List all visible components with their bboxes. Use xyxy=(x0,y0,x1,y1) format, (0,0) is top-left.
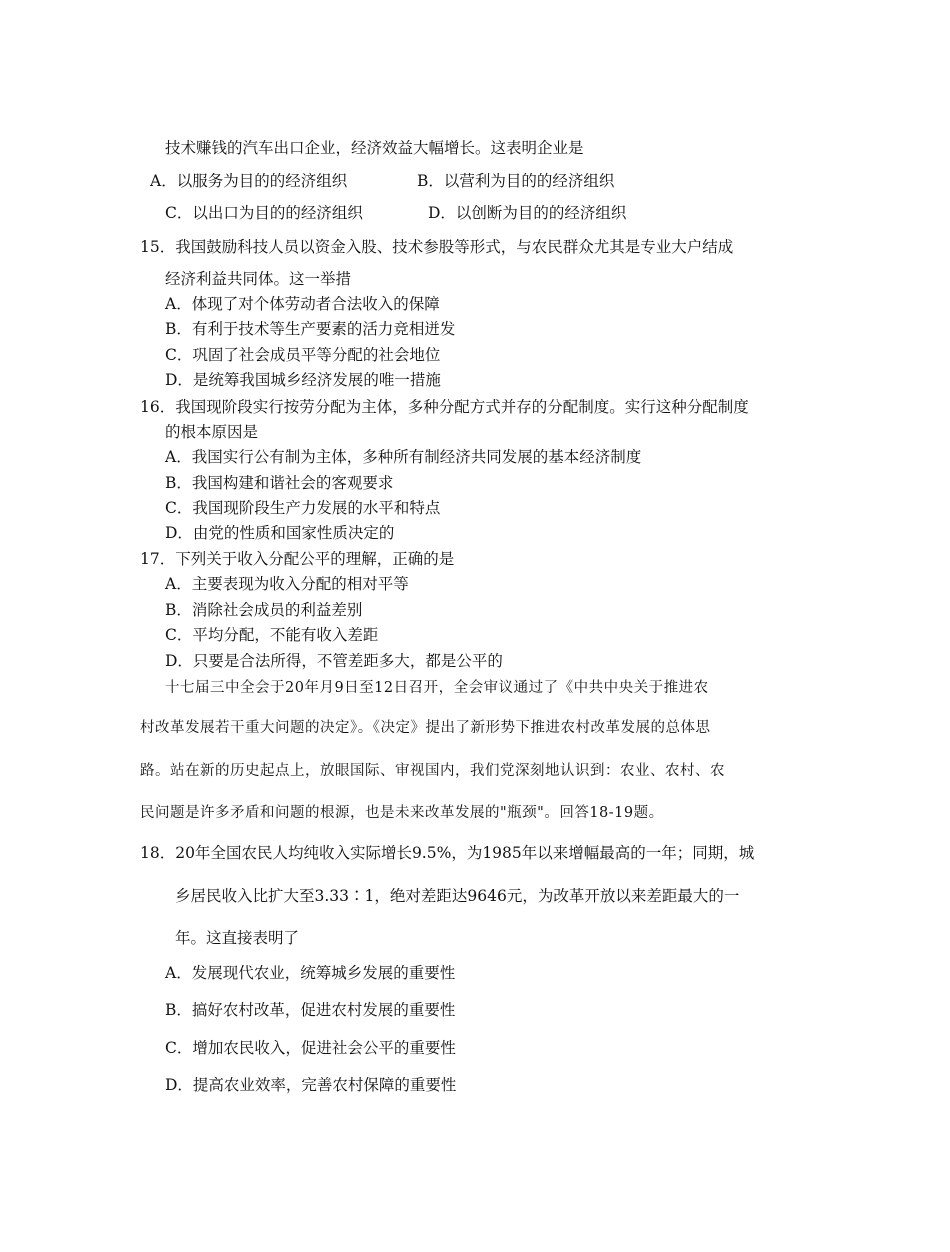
q18-stem-cont: 乡居民收入比扩大至3.33∶1，绝对差距达9646元，为改革开放以来差距最大的一 xyxy=(175,887,740,905)
q17-option-a: A．主要表现为收入分配的相对平等 xyxy=(165,575,409,593)
q15-stem-cont: 经济利益共同体。这一举措 xyxy=(165,270,352,288)
q15-option-a: A．体现了对个体劳动者合法收入的保障 xyxy=(165,295,440,313)
q14-stem: 技术赚钱的汽车出口企业，经济效益大幅增长。这表明企业是 xyxy=(165,139,584,157)
q18-stem: 18．20年全国农民人均纯收入实际增长9.5%，为1985年以来增幅最高的一年；同期，城 xyxy=(140,844,755,862)
q18-option-b: B．搞好农村改革，促进农村发展的重要性 xyxy=(165,1001,456,1019)
q17-option-b: B．消除社会成员的利益差别 xyxy=(165,601,363,619)
q14-option-a: A．以服务为目的的经济组织 xyxy=(150,172,348,190)
q16-stem: 16．我国现阶段实行按劳分配为主体，多种分配方式并存的分配制度。实行这种分配制度 xyxy=(140,398,749,416)
passage-line-1: 十七届三中全会于20年月9日至12日召开，全会审议通过了《中共中央关于推进农 xyxy=(165,680,709,696)
q18-stem-cont-2: 年。这直接表明了 xyxy=(175,929,300,947)
q16-option-c: C．我国现阶段生产力发展的水平和特点 xyxy=(165,499,441,517)
q15-stem: 15．我国鼓励科技人员以资金入股、技术参股等形式，与农民群众尤其是专业大户结成 xyxy=(140,238,734,256)
q18-option-a: A．发展现代农业，统筹城乡发展的重要性 xyxy=(165,964,456,982)
q17-option-d: D．只要是合法所得，不管差距多大，都是公平的 xyxy=(165,652,503,670)
q17-stem: 17．下列关于收入分配公平的理解，正确的是 xyxy=(140,550,455,568)
q15-option-b: B．有利于技术等生产要素的活力竞相迸发 xyxy=(165,320,456,338)
q18-option-d: D．提高农业效率，完善农村保障的重要性 xyxy=(165,1076,457,1094)
q14-option-d: D．以创断为目的的经济组织 xyxy=(428,204,627,222)
passage-line-3: 路。站在新的历史起点上，放眼国际、审视国内，我们党深刻地认识到：农业、农村、农 xyxy=(140,763,725,779)
q16-option-d: D．由党的性质和国家性质决定的 xyxy=(165,524,395,542)
q16-stem-cont: 的根本原因是 xyxy=(165,423,259,441)
q18-option-c: C．增加农民收入，促进社会公平的重要性 xyxy=(165,1039,456,1057)
q16-option-a: A．我国实行公有制为主体，多种所有制经济共同发展的基本经济制度 xyxy=(165,448,642,466)
q14-option-b: B．以营利为目的的经济组织 xyxy=(417,172,615,190)
q15-option-d: D．是统筹我国城乡经济发展的唯一措施 xyxy=(165,371,441,389)
q16-option-b: B．我国构建和谐社会的客观要求 xyxy=(165,474,394,492)
q15-option-c: C．巩固了社会成员平等分配的社会地位 xyxy=(165,346,441,364)
passage-line-2: 村改革发展若干重大问题的决定》。《决定》提出了新形势下推进农村改革发展的总体思 xyxy=(140,720,711,736)
passage-line-4: 民问题是许多矛盾和问题的根源，也是未来改革发展的"瓶颈"。回答18-19题。 xyxy=(140,805,664,821)
q14-option-c: C．以出口为目的的经济组织 xyxy=(165,204,363,222)
q17-option-c: C．平均分配，不能有收入差距 xyxy=(165,626,379,644)
